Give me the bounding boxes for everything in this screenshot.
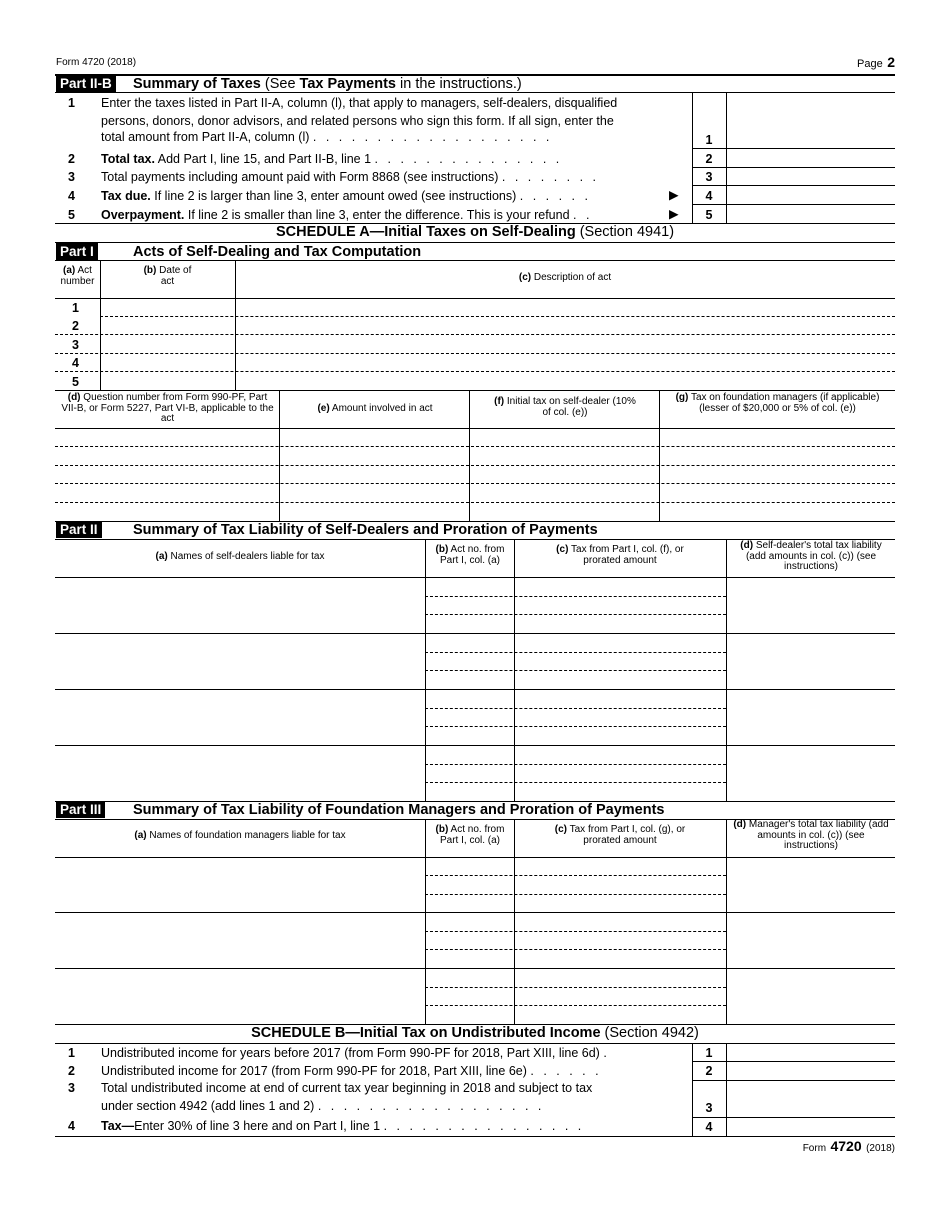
box-label: 3 xyxy=(705,170,713,184)
line-text: total amount from Part II-A, column (l) . . . . . . . . . . . . . . . . . . . xyxy=(101,130,553,144)
col-d-header: (d) Question number from Form 990-PF, Part VII-B, or Form 5227, Part VI-B, applicable to the act xyxy=(61,392,274,424)
line-text: Undistributed income for years before 2017 (from Form 990-PF for 2018, Part XIII, line 6d) . xyxy=(101,1046,610,1060)
page-label: Page xyxy=(857,58,883,70)
manager-act-no-fields[interactable] xyxy=(426,858,514,1024)
col-c-header: (c) Description of act xyxy=(518,272,612,283)
self-dealer-total-fields[interactable] xyxy=(727,578,895,800)
act-row-number: 4 xyxy=(72,356,79,370)
part3-title: Summary of Tax Liability of Foundation Managers and Proration of Payments xyxy=(133,802,665,818)
line-num: 3 xyxy=(68,170,75,184)
form-footer: Form 4720 (2018) xyxy=(802,1138,895,1154)
col-g-header: (g) Tax on foundation managers (if applicable) (lesser of $20,000 or 5% of col. (e)) xyxy=(675,392,880,414)
self-dealer-tax-fields[interactable] xyxy=(515,578,726,800)
tax-30-percent-field[interactable] xyxy=(727,1118,895,1136)
line-text: Undistributed income for 2017 (from Form 990-PF for 2018, Part XIII, line 6e) . . . . . . xyxy=(101,1064,602,1078)
bottom-rule xyxy=(55,1136,895,1137)
line-text: Tax due. If line 2 is larger than line 3, enter amount owed (see instructions) . . . . . . xyxy=(101,189,591,203)
p2-col-b-header: (b) Act no. from Part I, col. (a) xyxy=(435,544,505,566)
line-num: 2 xyxy=(68,152,75,166)
tax-foundation-managers-fields[interactable] xyxy=(660,429,895,521)
arrow-icon: ▶ xyxy=(669,207,679,221)
p3-col-a-header: (a) Names of foundation managers liable for tax xyxy=(134,830,346,841)
line-num: 3 xyxy=(68,1081,75,1095)
undistributed-2017-field[interactable] xyxy=(727,1062,895,1080)
act-row-number: 1 xyxy=(72,301,79,315)
box-label: 4 xyxy=(705,189,713,203)
schedule-a-title: SCHEDULE A—Initial Taxes on Self-Dealing (Section 4941) xyxy=(275,224,675,240)
amount-involved-fields[interactable] xyxy=(280,429,469,521)
section-rule xyxy=(55,390,895,391)
part3-badge: Part III xyxy=(56,801,105,818)
line-text: Total payments including amount paid with Form 8868 (see instructions) . . . . . . . . xyxy=(101,170,599,184)
col-e-header: (e) Amount involved in act xyxy=(317,403,433,414)
question-number-fields[interactable] xyxy=(56,429,279,521)
p2-col-c-header: (c) Tax from Part I, col. (f), or prorated amount xyxy=(556,544,684,566)
manager-total-fields[interactable] xyxy=(727,858,895,1024)
line-text: Total tax. Add Part I, line 15, and Part II-B, line 1 . . . . . . . . . . . . . . . xyxy=(101,152,563,166)
col-f-header: (f) Initial tax on self-dealer (10% of col. (e)) xyxy=(494,396,636,418)
p2-col-a-header: (a) Names of self-dealers liable for tax xyxy=(155,551,325,562)
line-text: Total undistributed income at end of current tax year beginning in 2018 and subject to tax xyxy=(101,1081,593,1095)
box-label: 4 xyxy=(705,1120,713,1134)
arrow-icon: ▶ xyxy=(669,188,679,202)
schedule-a-rule xyxy=(55,242,895,243)
box-label: 1 xyxy=(705,1046,713,1060)
line-num: 4 xyxy=(68,189,75,203)
form-label: Form 4720 (2018) xyxy=(56,57,137,68)
line-num: 4 xyxy=(68,1119,75,1133)
total-tax-field[interactable] xyxy=(727,149,895,167)
box-label: 5 xyxy=(705,208,713,222)
part2-badge: Part II xyxy=(56,521,102,538)
overpayment-field[interactable] xyxy=(727,205,895,222)
total-payments-field[interactable] xyxy=(727,168,895,185)
manager-tax-fields[interactable] xyxy=(515,858,726,1024)
date-of-act-fields[interactable] xyxy=(101,299,235,390)
part2b-title: Summary of Taxes (See Tax Payments in the instructions.) xyxy=(133,76,522,92)
total-undistributed-field[interactable] xyxy=(727,1081,895,1117)
act-row-number: 5 xyxy=(72,375,79,389)
self-dealer-act-no-fields[interactable] xyxy=(426,578,514,800)
p3-col-c-header: (c) Tax from Part I, col. (g), or prorated amount xyxy=(554,824,686,846)
box-label: 2 xyxy=(705,1064,713,1078)
total-taxes-amount-field[interactable] xyxy=(727,93,895,148)
box-label: 1 xyxy=(705,133,713,147)
line-text: under section 4942 (add lines 1 and 2) . . . . . . . . . . . . . . . . . . xyxy=(101,1099,545,1113)
p2-col-d-header: (d) Self-dealer's total tax liability (add amounts in col. (c)) (see instructions) xyxy=(740,540,882,572)
page-indicator xyxy=(857,55,895,71)
line-text: Overpayment. If line 2 is smaller than line 3, enter the difference. This is your refund . . xyxy=(101,208,593,222)
line-text: persons, donors, donor advisors, and related persons who sign this form. If all sign, enter the xyxy=(101,114,614,128)
line-num: 5 xyxy=(68,208,75,222)
schedule-b-title: SCHEDULE B—Initial Tax on Undistributed Income (Section 4942) xyxy=(251,1025,699,1041)
line-num: 1 xyxy=(68,96,75,110)
p3-col-b-header: (b) Act no. from Part I, col. (a) xyxy=(435,824,505,846)
act-row-number: 3 xyxy=(72,338,79,352)
self-dealer-name-fields[interactable] xyxy=(56,578,425,800)
page-number: 2 xyxy=(887,54,895,70)
p3-col-d-header: (d) Manager's total tax liability (add amounts in col. (c)) (see instructions) xyxy=(733,819,889,851)
part2-title: Summary of Tax Liability of Self-Dealers and Proration of Payments xyxy=(133,522,598,538)
line-num: 1 xyxy=(68,1046,75,1060)
description-of-act-fields[interactable] xyxy=(236,299,895,390)
box-label: 2 xyxy=(705,152,713,166)
tax-due-field[interactable] xyxy=(727,186,895,204)
line-text: Tax—Enter 30% of line 3 here and on Part I, line 1 . . . . . . . . . . . . . . . . xyxy=(101,1119,585,1133)
line-text: Enter the taxes listed in Part II-A, column (l), that apply to managers, self-dealers, disqualified xyxy=(101,96,618,110)
part1-rule xyxy=(55,260,895,261)
initial-tax-self-dealer-fields[interactable] xyxy=(470,429,659,521)
line-num: 2 xyxy=(68,1064,75,1078)
part2b-badge: Part II-B xyxy=(56,75,116,92)
part1-badge: Part I xyxy=(56,243,98,260)
manager-name-fields[interactable] xyxy=(56,858,425,1024)
col-b-header: (b) Date of act xyxy=(143,265,192,287)
undistributed-prior-field[interactable] xyxy=(727,1044,895,1061)
act-row-number: 2 xyxy=(72,319,79,333)
box-label: 3 xyxy=(705,1101,713,1115)
part1-title: Acts of Self-Dealing and Tax Computation xyxy=(133,244,422,260)
col-a-header: (a) Act number xyxy=(60,265,95,287)
